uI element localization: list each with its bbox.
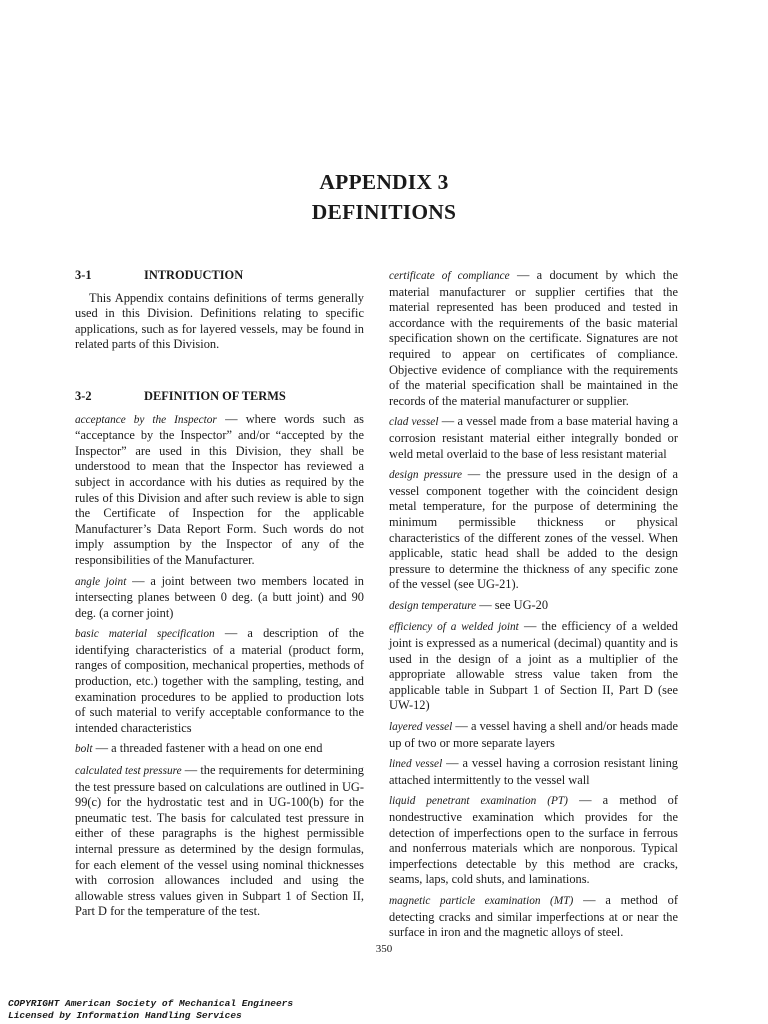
- definition-entry: [75, 412, 364, 569]
- page-number: 350: [375, 943, 393, 955]
- definition-text: — a joint between two members located in intersecting planes between 0 deg. (a butt joint) and 90 deg. (a corner joint): [75, 573, 364, 620]
- definition-entry: [75, 741, 364, 758]
- definition-term: design pressure: [389, 469, 463, 482]
- definition-text: — a threaded fastener with a head on one end: [92, 741, 323, 756]
- section-title: INTRODUCTION: [144, 268, 244, 282]
- definition-entry: [75, 626, 364, 736]
- definition-entry: [389, 619, 678, 714]
- definition-text: — the requirements for determining the test pressure based on calculations are outlined in UG-99(c) for the hydrostatic test and in UG-100(b) for the pneumatic test. The basis for calculated test pressure in either of these paragraphs is the highest permissible internal pressure as determined by the design formulas, for each element of the vessel using nominal thicknesses with corrosion allowances included and using the allowable stress values given in Subpart 1 of Section II, Part D for the temperature of the test.: [75, 763, 364, 919]
- definition-term: bolt: [75, 743, 93, 756]
- section-heading-intro: [75, 268, 364, 284]
- copyright-notice: [8, 998, 293, 1022]
- definitions-heading: DEFINITIONS: [311, 200, 457, 224]
- definition-text: — a vessel made from a base material having a corrosion resistant material either integrally bonded or weld metal overlaid to the base of less resistant material: [389, 414, 678, 461]
- section-number: 3-2: [75, 388, 92, 403]
- definition-term: angle joint: [75, 575, 127, 588]
- definition-term: magnetic particle examination (MT): [389, 894, 574, 907]
- definition-term: calculated test pressure: [75, 765, 182, 778]
- section-title: DEFINITION OF TERMS: [144, 388, 286, 403]
- definition-entry: [389, 793, 678, 888]
- definition-entry: [389, 719, 678, 751]
- definition-text: — the pressure used in the design of a vessel component together with the coincident design metal temperature, for the purpose of determining the minimum permissible thickness or physical characteristics of the different zones of the vessel. When applicable, static head shall be added to the design pressure to determine the thickness of any specific zone of the vessel (see UG-21).: [389, 467, 678, 592]
- definition-term: design temperature: [389, 599, 477, 612]
- left-column: [75, 268, 364, 925]
- definition-entry: [389, 268, 678, 409]
- definition-term: layered vessel: [389, 721, 453, 734]
- right-column: [389, 268, 678, 946]
- definition-entry: [389, 467, 678, 593]
- definition-term: liquid penetrant examination (PT): [389, 795, 568, 808]
- definition-text: — where words such as “acceptance by the Inspector” and/or “accepted by the Inspector” are used in this Division, they shall be understood to mean that the Inspector has reviewed a subject in accordance with his duties as required by the rules of this Division and after such review is able to sign the Certificate of Inspection for the applicable Manufacturer’s Data Report Form. Such words do not imply assumption by the Inspector of any of the responsibilities of the Manufacturer.: [75, 411, 364, 567]
- definition-text: — see UG-20: [476, 597, 549, 612]
- definition-term: clad vessel: [389, 416, 439, 429]
- license-line: Licensed by Information Handling Services: [8, 1010, 242, 1021]
- definition-term: lined vessel: [389, 758, 443, 771]
- definition-text: — a vessel having a shell and/or heads made up of two or more separate layers: [389, 719, 678, 750]
- definition-text: — a document by which the material manufacturer or supplier certifies that the material represented has been produced and tested in accordance with the requirements of the basic material specification shown on the certificate. Signatures are not required to appear on certificates of compliance. Objective evidence of compliance with the requirements of the material specification shall be maintained in the records of the material manufacturer or supplier.: [389, 268, 678, 408]
- page-title: [0, 167, 768, 227]
- definition-term: basic material specification: [75, 628, 215, 641]
- intro-paragraph: This Appendix contains definitions of terms generally used in this Division. Definitions relating to specific applications, such as for layered vessels, may be found in related parts of this Division.: [75, 290, 364, 352]
- definition-entry: [75, 574, 364, 622]
- definition-entry: [389, 756, 678, 788]
- definition-term: efficiency of a welded joint: [389, 621, 519, 634]
- appendix-heading: APPENDIX 3: [319, 170, 449, 194]
- definition-term: certificate of compliance: [389, 270, 510, 282]
- definition-term: acceptance by the Inspector: [75, 413, 217, 426]
- section-number: 3-1: [75, 268, 92, 282]
- definition-text: — a vessel having a corrosion resistant lining attached intermittently to the vessel wall: [389, 756, 678, 787]
- definition-entry: [75, 763, 364, 920]
- definition-text: — a description of the identifying characteristics of a material (product form, ranges of composition, mechanical properties, methods of production, etc.) together with the sampling, testing, and examination procedures to be applied to production lots of such material to verify acceptable conformance to the intended characteristics: [75, 626, 364, 735]
- definition-entry: [389, 893, 678, 941]
- copyright-line: COPYRIGHT American Society of Mechanical Engineers: [8, 998, 294, 1009]
- definition-text: — the efficiency of a welded joint is expressed as a numerical (decimal) quantity and is used in the design of a joint as a multiplier of the appropriate allowable stress value taken from the applicable table in Subpart 1 of Section II, Part D (see UW-12): [389, 619, 678, 713]
- definition-text: — a method of nondestructive examination which provides for the detection of imperfections open to the surface in ferrous and nonferrous materials which are nonporous. Typical imperfections detectable by this method are cracks, seams, laps, cold shuts, and laminations.: [389, 793, 678, 887]
- definition-entry: [389, 414, 678, 462]
- definition-text: — a method of detecting cracks and similar imperfections at or near the surface in iron and the magnetic alloys of steel.: [389, 892, 678, 940]
- definition-entry: [389, 598, 678, 615]
- section-heading-definitions: [75, 389, 364, 405]
